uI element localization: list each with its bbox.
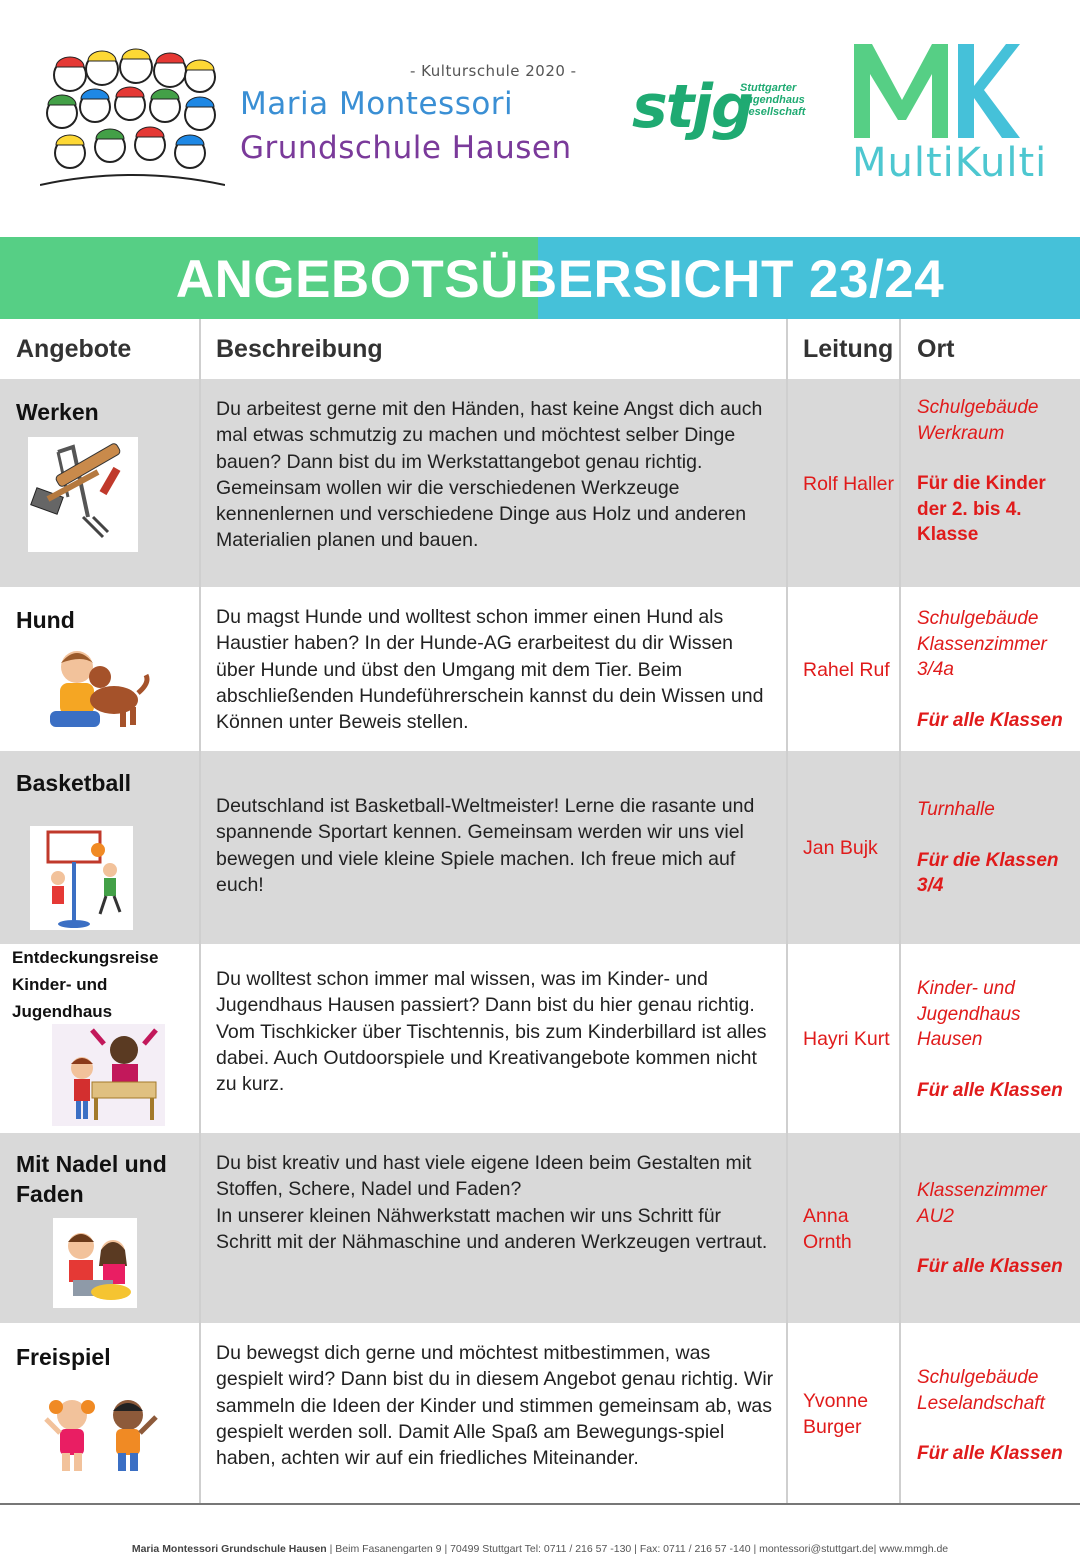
stjg-sub-line: Gesellschaft xyxy=(740,106,806,118)
ort-klasse: Für alle Klassen xyxy=(917,1256,1063,1277)
ort-place: Klassenzimmer AU2 xyxy=(917,1180,1047,1227)
ort-place: Schulgebäude Werkraum xyxy=(917,397,1039,444)
offer-description: Du magst Hunde und wolltest schon immer einen Hund als Haustier haben? In der Hunde-AG erarbeitest du dir Wissen über Hunde und übst den Umgang mit dem Tier. Beim abschließenden Hundeführerschein kannst du dein Wissen und Können unter Beweis stellen. xyxy=(216,606,764,734)
offer-ort xyxy=(917,1178,1077,1280)
ort-place: Schulgebäude Klassenzimmer 3/4a xyxy=(917,608,1047,680)
stjg-logo-subtitle xyxy=(740,82,830,118)
basketball-kids-icon xyxy=(30,826,133,930)
ort-place: Turnhalle xyxy=(917,799,995,820)
table-row xyxy=(0,587,1080,751)
table-row xyxy=(0,1323,1080,1503)
stjg-sub-line: Stuttgarter xyxy=(740,82,797,94)
table-soccer-kids-icon xyxy=(52,1024,165,1126)
playing-kids-icon xyxy=(42,1393,160,1475)
offer-ort xyxy=(917,606,1077,733)
offer-leitung: Hayri Kurt xyxy=(803,1028,890,1050)
offer-description: Du arbeitest gerne mit den Händen, hast keine Angst dich auch mal etwas schmutzig zu machen und möchtest selber Dinge bauen? Dann bist du im Werkstattangebot genau richtig. Gemeinsam wollen wir die verschiedenen Werkzeuge kennenlernen und verschiedene Dinge aus Holz und anderen Materialien planen und bauen. xyxy=(216,398,763,552)
offer-description: Du bewegst dich gerne und möchtest mitbestimmen, was gespielt wird? Dann bist du in diesem Angebot genau richtig. Wir sammeln die Ideen der Kinder und stimmen gemeinsam ab, was gespielt werden soll. Damit Alle Spaß am Bewegungs-spiel haben, achten wir auf ein friedliches Miteinander. xyxy=(216,1342,774,1470)
offer-ort xyxy=(917,395,1077,548)
ort-klasse: Für alle Klassen xyxy=(917,1443,1063,1464)
offer-leitung: Jan Bujk xyxy=(803,837,878,859)
multikulti-mk-logo xyxy=(850,38,1020,143)
ort-klasse: Für die Klassen 3/4 xyxy=(917,849,1059,896)
sewing-kids-icon xyxy=(53,1218,137,1308)
column-divider xyxy=(899,319,901,1505)
header-angebote: Angebote xyxy=(16,335,132,363)
offer-title: Entdeckungsreise Kinder- und Jugendhaus xyxy=(12,948,159,1021)
header-ort: Ort xyxy=(917,335,955,363)
header xyxy=(0,0,1080,235)
column-divider xyxy=(786,319,788,1505)
offer-title: Hund xyxy=(16,607,75,633)
offer-title: Mit Nadel und Faden xyxy=(16,1151,167,1207)
table-row xyxy=(0,751,1080,944)
school-name-line2: Grundschule Hausen xyxy=(240,130,572,166)
header-beschreibung: Beschreibung xyxy=(216,335,383,363)
tools-icon xyxy=(28,437,138,552)
ort-klasse: Für alle Klassen xyxy=(917,1079,1063,1101)
footer-school: Maria Montessori Grundschule Hausen xyxy=(131,1543,327,1555)
table-row xyxy=(0,944,1080,1133)
offer-description: Du wolltest schon immer mal wissen, was im Kinder- und Jugendhaus Hausen passiert? Dann bist du hier genau richtig. Vom Tischkicker über Tischtennis, bis zum Kinderbillard ist alles dabei. Auch Outdoorspiele und Kreativangebote kommen nicht zu kurz. xyxy=(216,968,767,1096)
offer-ort xyxy=(917,976,1077,1103)
description-line: Du bist kreativ und hast viele eigene Ideen beim Gestalten mit Stoffen, Schere, Nadel und Faden? xyxy=(216,1152,752,1201)
stjg-logo-word: stjg xyxy=(632,72,752,142)
description-line: In unserer kleinen Nähwerkstatt machen wir uns Schritt für Schritt mit der Nähmaschine und anderen Werkzeugen vertraut. xyxy=(216,1204,768,1253)
page-title: ANGEBOTSÜBERSICHT 23/24 xyxy=(175,250,945,309)
offer-description: Deutschland ist Basketball-Weltmeister! Lerne die rasante und spannende Sportart kennen. Gemeinsam werden wir uns viel bewegen und viele kleine Spiele machen. Ich freue mich auf euch! xyxy=(216,795,755,896)
title-banner xyxy=(0,237,1080,319)
stjg-sub-line: Jugendhaus xyxy=(740,94,805,106)
offer-title: Basketball xyxy=(16,770,132,796)
table-header xyxy=(0,319,1080,379)
children-group-logo xyxy=(40,45,225,190)
table-row xyxy=(0,1133,1080,1323)
multikulti-logo-word: MultiKulti xyxy=(852,140,1048,186)
ort-place: Schulgebäude Leselandschaft xyxy=(917,1367,1045,1414)
ort-place: Kinder- und Jugendhaus Hausen xyxy=(917,978,1021,1050)
boy-with-dog-icon xyxy=(42,645,152,733)
header-leitung: Leitung xyxy=(803,335,894,363)
table-row xyxy=(0,379,1080,587)
school-name-line1: Maria Montessori xyxy=(240,86,514,122)
footer-details: | Beim Fasanengarten 9 | 70499 Stuttgart Tel: 0711 / 216 57 -130 | Fax: 0711 / 216 57 -140 | montessori@stuttgart.de| www.mmgh.de xyxy=(326,1543,949,1555)
ort-klasse: Für die Kinder der 2. bis 4. Klasse xyxy=(917,473,1046,545)
offer-leitung: Rolf Haller xyxy=(803,473,895,495)
offer-leitung: Rahel Ruf xyxy=(803,659,890,681)
column-divider xyxy=(199,319,201,1505)
offer-description xyxy=(216,1150,776,1255)
offer-leitung: Anna Ornth xyxy=(803,1205,852,1253)
footer xyxy=(0,1543,1080,1555)
offer-leitung: Yvonne Burger xyxy=(803,1390,869,1438)
offer-title: Freispiel xyxy=(16,1344,111,1370)
offer-ort xyxy=(917,1365,1077,1467)
kulturschule-label: - Kulturschule 2020 - xyxy=(410,62,577,80)
ort-klasse: Für alle Klassen xyxy=(917,709,1063,731)
offer-title: Werken xyxy=(16,399,99,425)
table-bottom-rule xyxy=(0,1503,1080,1505)
offer-ort xyxy=(917,797,1077,899)
